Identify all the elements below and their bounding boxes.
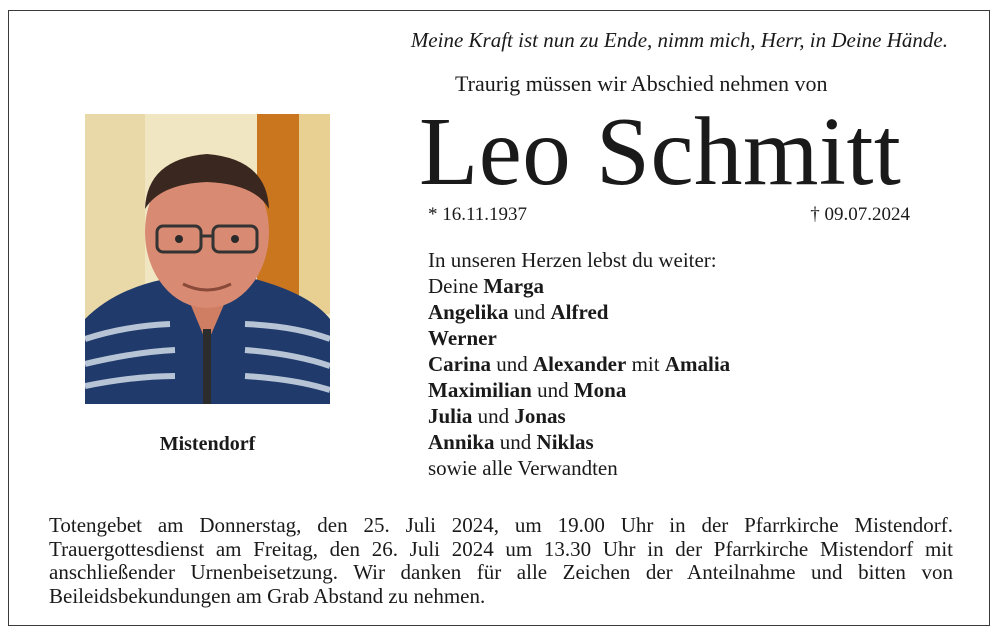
birth-date: * 16.11.1937	[428, 204, 528, 225]
mourner-name: Alfred	[550, 300, 609, 324]
mourner-name: Carina	[428, 352, 491, 376]
intro-text: Traurig müssen wir Abschied nehmen von	[455, 71, 828, 96]
mourner-name: Jonas	[514, 404, 566, 428]
mourner-lines	[428, 273, 730, 481]
death-date: † 09.07.2024	[810, 204, 910, 225]
mourner-connector: und	[494, 430, 537, 454]
mourner-line	[428, 273, 730, 299]
portrait-photo	[85, 114, 330, 404]
mourner-connector: sowie alle Verwandten	[428, 456, 618, 480]
hometown: Mistendorf	[159, 433, 256, 455]
mourners-list	[428, 247, 730, 481]
mourner-line	[428, 455, 730, 481]
mourner-connector: und	[491, 352, 533, 376]
mourner-name: Niklas	[536, 430, 594, 454]
mourner-line	[428, 377, 730, 403]
mourner-name: Julia	[428, 404, 473, 428]
mourner-connector: Deine	[428, 274, 484, 298]
mourner-line	[428, 325, 730, 351]
mourners-heading: In unseren Herzen lebst du weiter:	[428, 248, 717, 272]
motto: Meine Kraft ist nun zu Ende, nimm mich, Herr, in Deine Hände.	[410, 28, 948, 52]
mourner-line	[428, 299, 730, 325]
service-details: Totengebet am Donnerstag, den 25. Juli 2024, um 19.00 Uhr in der Pfarrkirche Mistendorf. Trauergottesdienst am Freitag, den 26. Juli 2024 um 13.30 Uhr in der Pfarrkirche Mistendorf mit anschließender Urnenbeisetzung. Wir danken für alle Zeichen der Anteilnahme und bitten von Beileidsbekundungen am Grab Abstand zu nehmen.	[49, 513, 953, 608]
mourner-name: Mona	[573, 378, 627, 402]
mourner-line	[428, 403, 730, 429]
mourner-name: Werner	[428, 326, 497, 350]
mourner-name: Amalia	[664, 352, 731, 376]
mourner-connector: und	[472, 404, 515, 428]
deceased-name: Leo Schmitt	[419, 98, 902, 205]
mourner-name: Annika	[428, 430, 495, 454]
mourner-name: Maximilian	[428, 378, 532, 402]
mourner-line	[428, 351, 730, 377]
mourner-connector: und	[531, 378, 574, 402]
mourner-name: Marga	[483, 274, 545, 298]
mourner-connector: mit	[626, 352, 665, 376]
mourner-name: Alexander	[533, 352, 627, 376]
mourner-name: Angelika	[428, 300, 509, 324]
mourner-connector: und	[508, 300, 551, 324]
mourner-line	[428, 429, 730, 455]
